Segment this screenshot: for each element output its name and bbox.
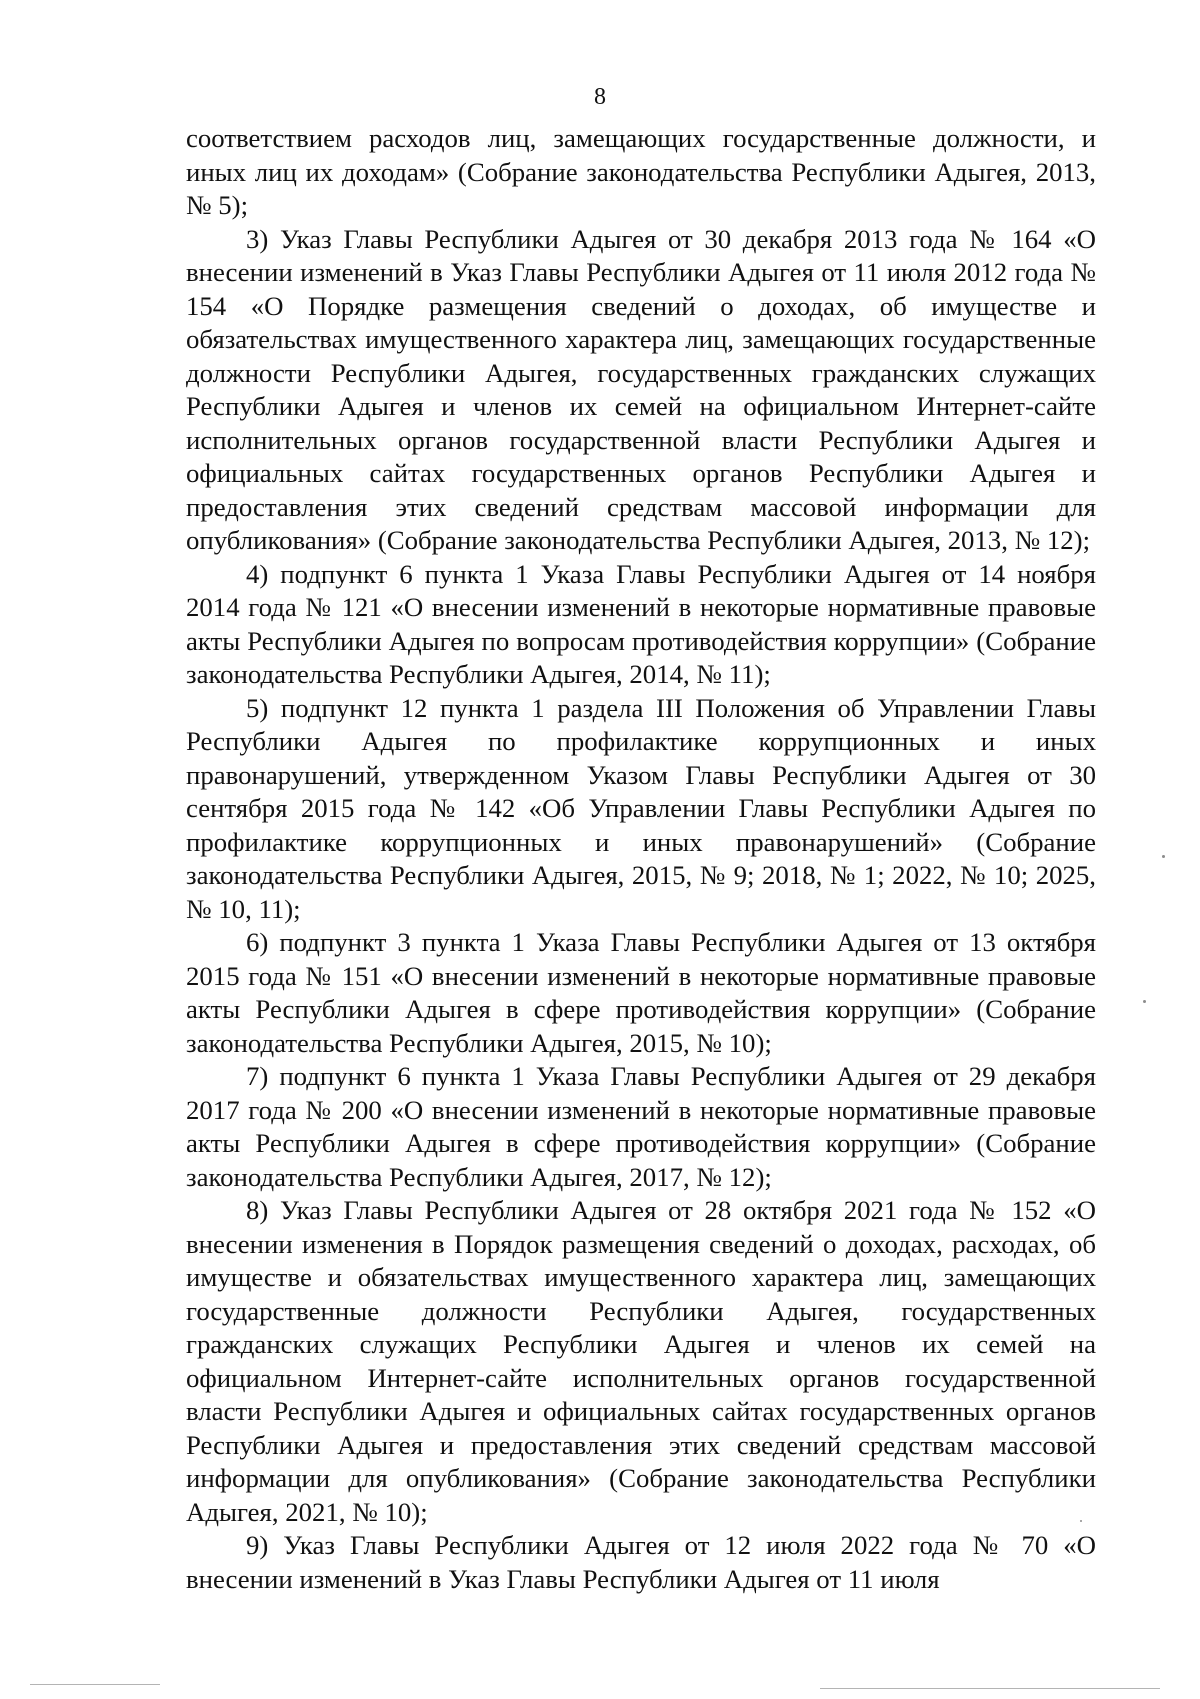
scan-speck [1162,855,1165,858]
list-item-5: 5) подпункт 12 пункта 1 раздела III Положения об Управлении Главы Республики Адыгея по профилактике коррупционных и иных правонарушений, утвержденном Указом Главы Республики Адыгея от 30 сентября 2015 года № 142 «Об Управлении Главы Республики Адыгея по профилактике коррупционных и иных правонарушений» (Собрание законодательства Республики Адыгея, 2015, № 9; 2018, № 1; 2022, № 10; 2025, № 10, 11); [186,692,1096,924]
scan-speck [1080,1520,1082,1522]
page-number: 8 [594,84,606,110]
list-item-3: 3) Указ Главы Республики Адыгея от 30 декабря 2013 года № 164 «О внесении изменений в Указ Главы Республики Адыгея от 11 июля 2012 года № 154 «О Порядке размещения сведений о доходах, об имуществе и обязательствах имущественного характера лиц, замещающих государственные должности Республики Адыгея, государственных гражданских служащих Республики Адыгея и членов их семей на официальном Интернет-сайте исполнительных органов государственной власти Республики Адыгея и официальных сайтах государственных органов Республики Адыгея и предоставления этих сведений средствам массовой информации для опубликования» (Собрание законодательства Республики Адыгея, 2013, № 12); [186,223,1096,555]
scan-edge-mark [30,1684,160,1685]
list-item-9: 9) Указ Главы Республики Адыгея от 12 июля 2022 года № 70 «О внесении изменений в Указ Главы Республики Адыгея от 11 июля [186,1530,1096,1594]
document-body [186,122,1096,1596]
list-item-8: 8) Указ Главы Республики Адыгея от 28 октября 2021 года № 152 «О внесении изменения в Порядок размещения сведений о доходах, расходах, об имуществе и обязательствах имущественного характера лиц, замещающих государственные должности Республики Адыгея, государственных гражданских служащих Республики Адыгея и членов их семей на официальном Интернет-сайте исполнительных органов государственной власти Республики Адыгея и официальных сайтах государственных органов Республики Адыгея и предоставления этих сведений средствам массовой информации для опубликования» (Собрание законодательства Республики Адыгея, 2021, № 10); [186,1195,1096,1527]
paragraph-continuation: соответствием расходов лиц, замещающих государственные должности, и иных лиц их доходам» (Собрание законодательства Республики Адыгея, 2013, № 5); [186,123,1096,220]
list-item-7: 7) подпункт 6 пункта 1 Указа Главы Республики Адыгея от 29 декабря 2017 года № 200 «О внесении изменений в некоторые нормативные правовые акты Республики Адыгея в сфере противодействия коррупции» (Собрание законодательства Республики Адыгея, 2017, № 12); [186,1061,1096,1192]
list-item-4: 4) подпункт 6 пункта 1 Указа Главы Республики Адыгея от 14 ноября 2014 года № 121 «О внесении изменений в некоторые нормативные правовые акты Республики Адыгея по вопросам противодействия коррупции» (Собрание законодательства Республики Адыгея, 2014, № 11); [186,558,1096,689]
list-item-6: 6) подпункт 3 пункта 1 Указа Главы Республики Адыгея от 13 октября 2015 года № 151 «О внесении изменений в некоторые нормативные правовые акты Республики Адыгея в сфере противодействия коррупции» (Собрание законодательства Республики Адыгея, 2015, № 10); [186,927,1096,1058]
scan-edge-mark [820,1688,1160,1689]
scan-speck [1143,1000,1146,1003]
